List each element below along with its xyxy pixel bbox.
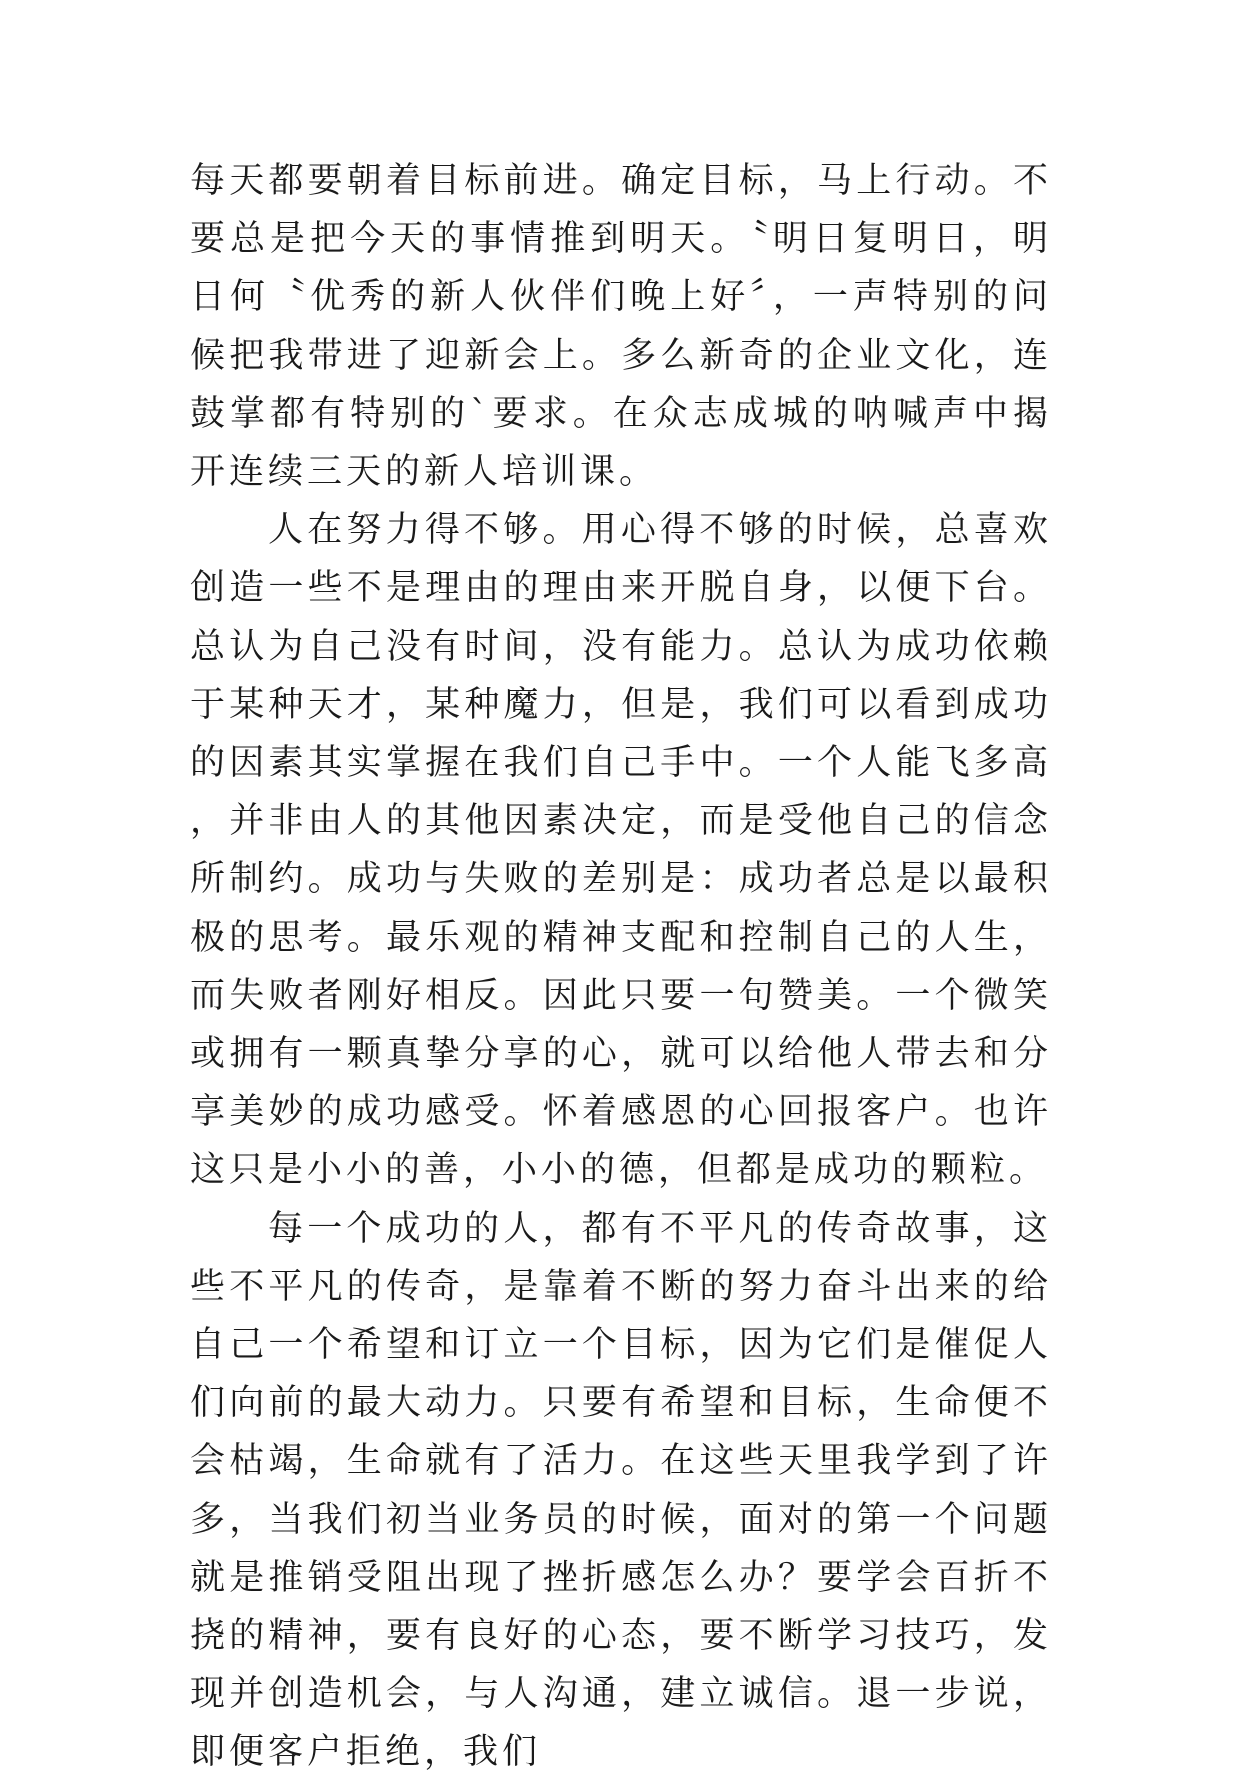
paragraph-1: 每天都要朝着目标前进。确定目标，马上行动。不要总是把今天的事情推到明天。〝明日复明日，明日何〝优秀的新人伙伴们晚上好〞，一声特别的问候把我带进了迎新会上。多么新奇的企业文化，连鼓掌都有特别的`要求。在众志成城的呐喊声中揭开连续三天的新人培训课。 [190, 161, 1052, 493]
paragraph-2: 人在努力得不够。用心得不够的时候，总喜欢创造一些不是理由的理由来开脱自身，以便下台。总认为自己没有时间，没有能力。总认为成功依赖于某种天才，某种魔力，但是，我们可以看到成功的因素其实掌握在我们自己手中。一个人能飞多高，并非由人的其他因素决定，而是受他自己的信念所制约。成功与失败的差别是：成功者总是以最积极的思考。最乐观的精神支配和控制自己的人生，而失败者刚好相反。因此只要一句赞美。一个微笑或拥有一颗真挚分享的心，就可以给他人带去和分享美妙的成功感受。怀着感恩的心回报客户。也许这只是小小的善，小小的德，但都是成功的颗粒。 [190, 510, 1052, 1191]
paragraph-3: 每一个成功的人，都有不平凡的传奇故事，这些不平凡的传奇，是靠着不断的努力奋斗出来的给自己一个希望和订立一个目标，因为它们是催促人们向前的最大动力。只要有希望和目标，生命便不会枯竭，生命就有了活力。在这些天里我学到了许多，当我们初当业务员的时候，面对的第一个问题就是推销受阻出现了挫折感怎么办？要学会百折不挠的精神，要有良好的心态，要不断学习技巧，发现并创造机会，与人沟通，建立诚信。退一步说，即便客户拒绝，我们 [190, 1208, 1052, 1773]
document-body [190, 152, 1052, 1782]
